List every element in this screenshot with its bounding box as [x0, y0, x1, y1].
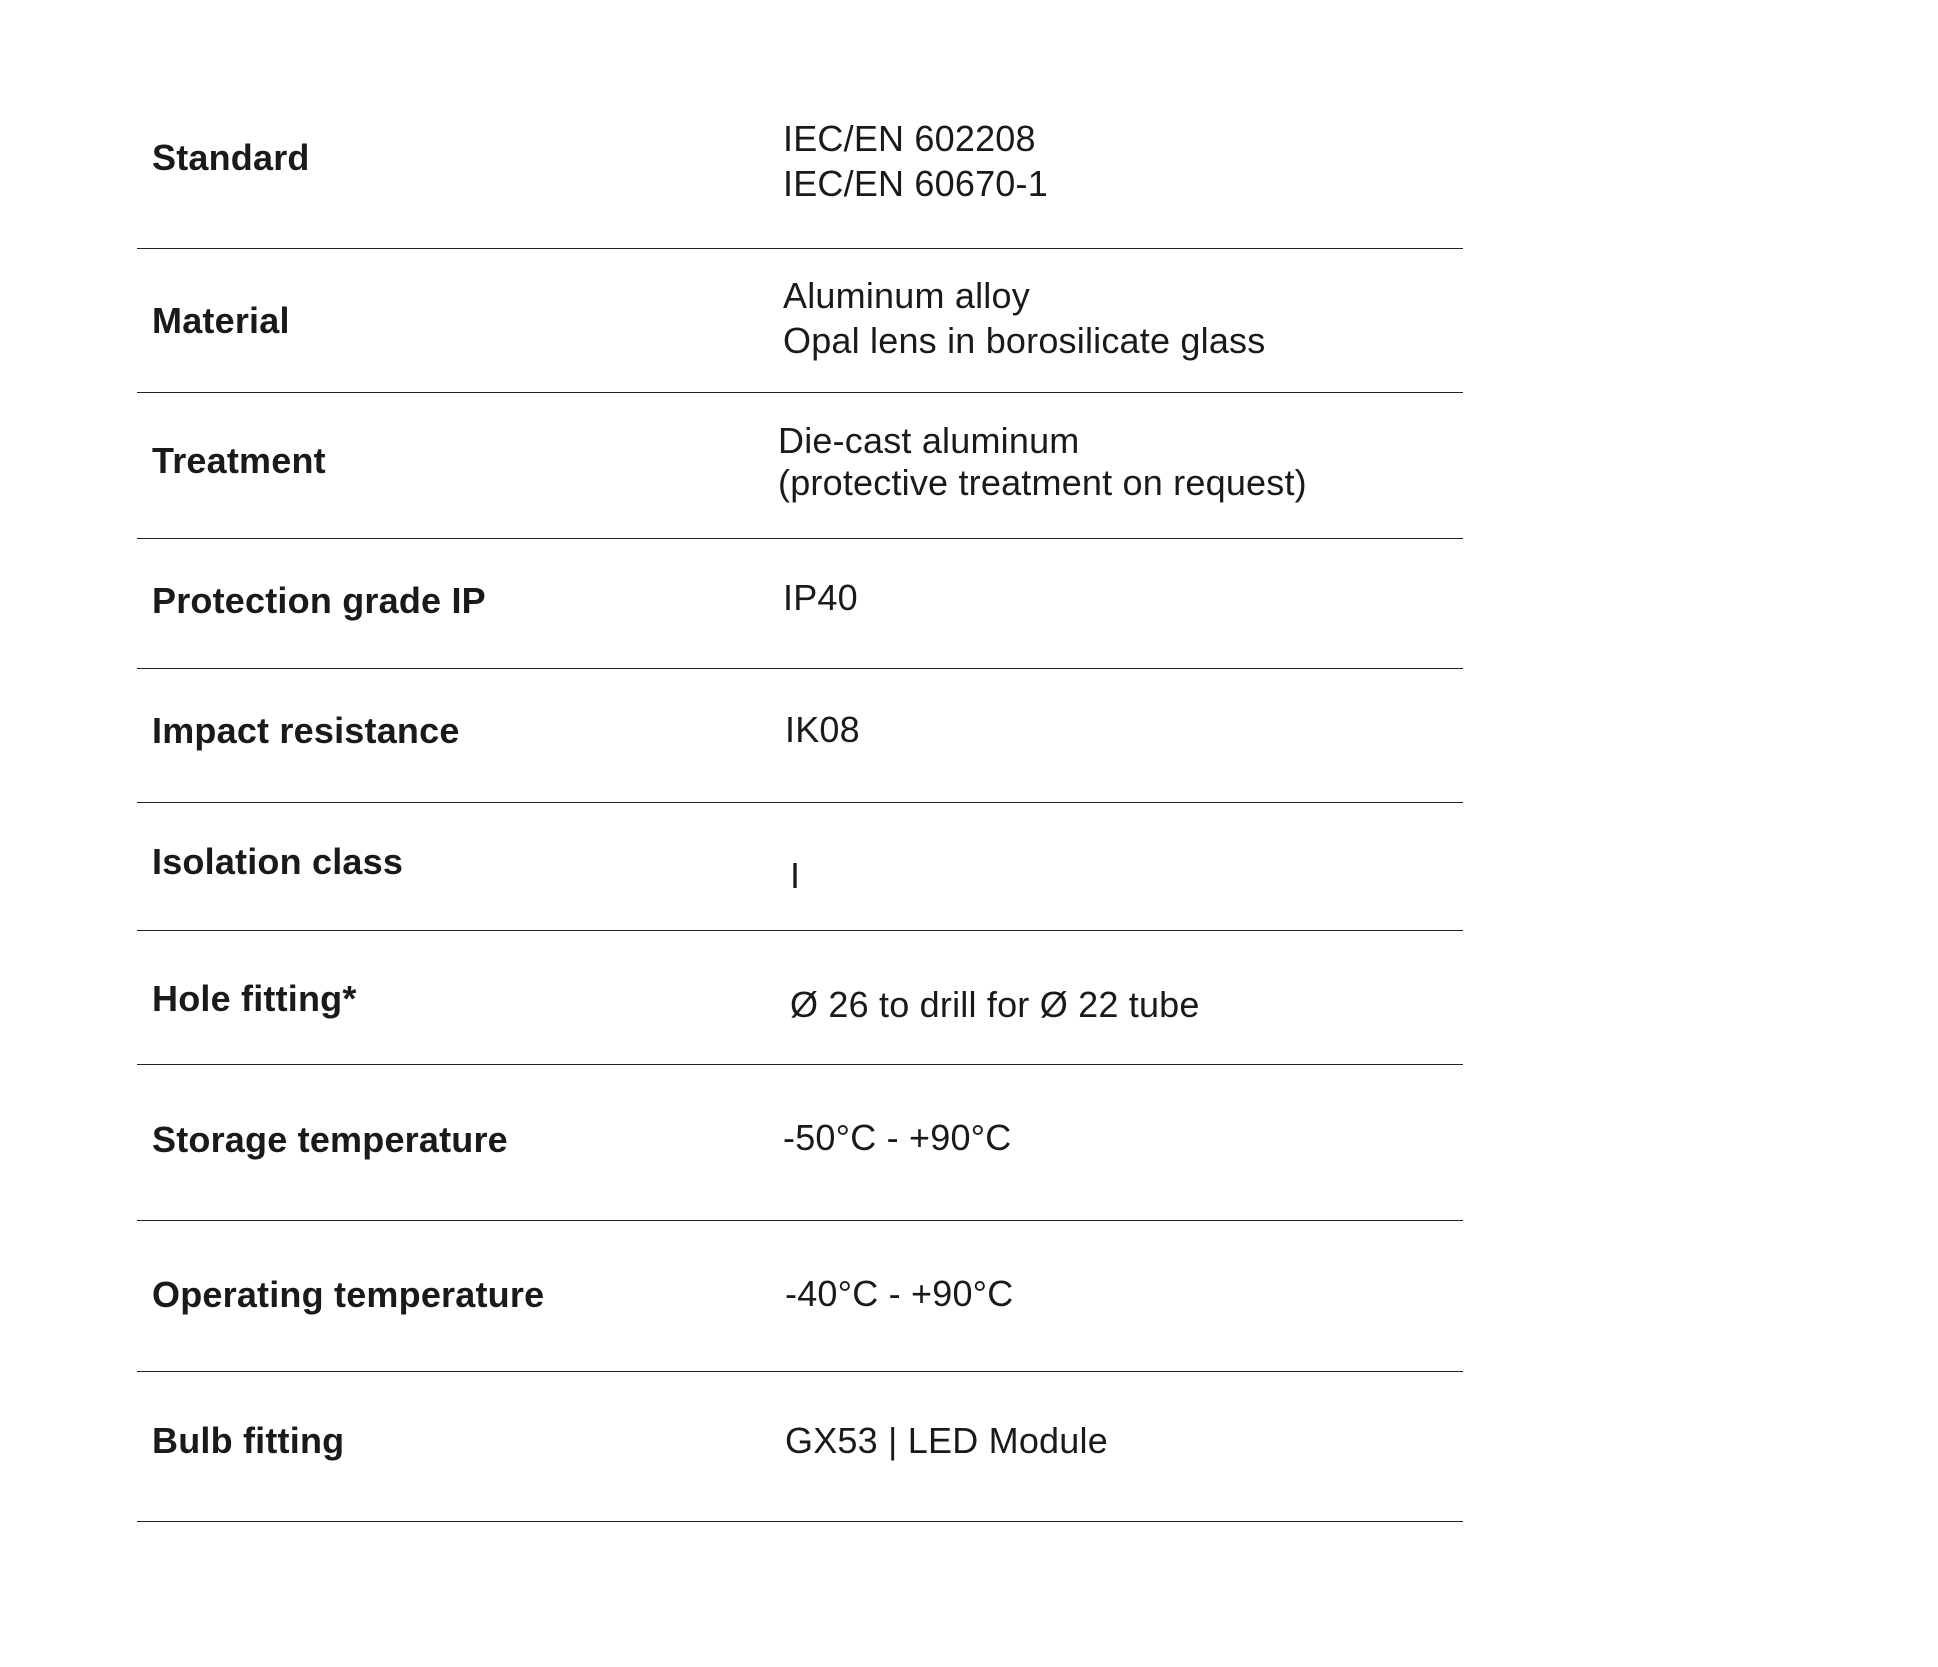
- spec-value-impact-resistance: IK08: [785, 709, 860, 750]
- spec-label-hole-fitting: Hole fitting*: [152, 978, 357, 1019]
- spec-value-line: IEC/EN 60670-1: [783, 163, 1048, 204]
- row-divider: [137, 1521, 1463, 1522]
- row-divider: [137, 248, 1463, 249]
- spec-value-bulb-fitting: GX53 | LED Module: [785, 1420, 1108, 1461]
- row-divider: [137, 802, 1463, 803]
- row-divider: [137, 1064, 1463, 1065]
- spec-value-storage-temperature: -50°C - +90°C: [783, 1117, 1012, 1158]
- row-divider: [137, 538, 1463, 539]
- row-divider: [137, 1220, 1463, 1221]
- spec-value-treatment: [778, 420, 1307, 504]
- spec-label-protection-grade: Protection grade IP: [152, 580, 486, 621]
- spec-label-isolation-class: Isolation class: [152, 841, 404, 882]
- spec-label-storage-temperature: Storage temperature: [152, 1119, 508, 1160]
- spec-label-bulb-fitting: Bulb fitting: [152, 1420, 345, 1461]
- spec-value-standard: [783, 116, 1048, 206]
- spec-value-protection-grade: IP40: [783, 577, 858, 618]
- row-divider: [137, 930, 1463, 931]
- spec-label-operating-temperature: Operating temperature: [152, 1274, 545, 1315]
- spec-value-line: (protective treatment on request): [778, 462, 1307, 503]
- spec-value-line: Aluminum alloy: [783, 275, 1030, 316]
- row-divider: [137, 668, 1463, 669]
- row-divider: [137, 1371, 1463, 1372]
- spec-value-hole-fitting: Ø 26 to drill for Ø 22 tube: [790, 984, 1200, 1025]
- spec-value-operating-temperature: -40°C - +90°C: [785, 1273, 1014, 1314]
- spec-label-treatment: Treatment: [152, 440, 326, 481]
- spec-label-impact-resistance: Impact resistance: [152, 710, 460, 751]
- spec-value-line: IEC/EN 602208: [783, 118, 1036, 159]
- row-divider: [137, 392, 1463, 393]
- spec-value-line: Opal lens in borosilicate glass: [783, 320, 1266, 361]
- spec-label-material: Material: [152, 300, 290, 341]
- spec-value-isolation-class: I: [790, 855, 801, 896]
- spec-value-line: Die-cast aluminum: [778, 420, 1080, 461]
- spec-label-standard: Standard: [152, 137, 310, 178]
- spec-value-material: [783, 273, 1265, 363]
